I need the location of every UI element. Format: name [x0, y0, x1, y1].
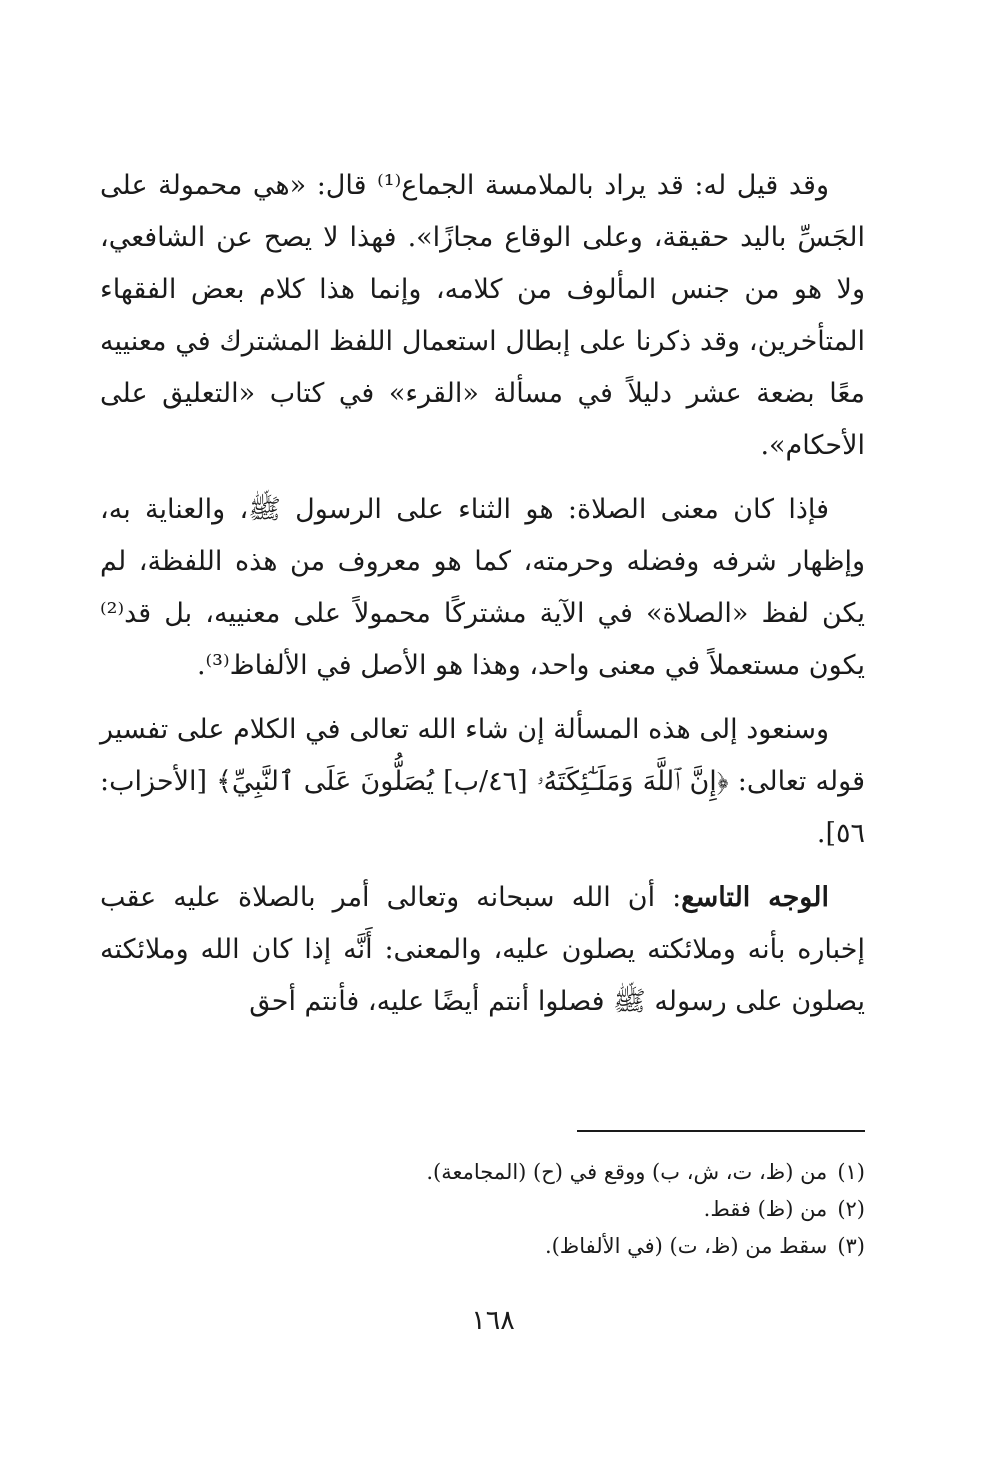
paragraph-1: وقد قيل له: قد يراد بالملامسة الجماع⁽¹⁾ قال: «هي محمولة على الجَسِّ باليد حقيقة، وعلى الوقاع مجازًا». فهذا لا يصح عن الشافعي، ولا هو من جنس المألوف من كلامه، وإنما هذا كلام بعض الفقهاء المتأخرين، وقد ذكرنا على إبطال استعمال اللفظ المشترك في معنييه معًا بضعة عشر دليلاً في مسألة «القرء» في كتاب «التعليق على الأحكام». [100, 170, 865, 461]
footnote-2 [100, 1191, 865, 1228]
footnote-3 [100, 1228, 865, 1265]
footnote-rule [577, 1130, 865, 1132]
page-number: ١٦٨ [471, 1305, 515, 1336]
paragraph-2: فإذا كان معنى الصلاة: هو الثناء على الرسول ﷺ، والعناية به، وإظهار شرفه وفضله وحرمته، كما هو معروف من هذه اللفظة، لم يكن لفظ «الصلاة» في الآية مشتركًا محمولاً على معنييه، بل قد⁽²⁾ يكون مستعملاً في معنى واحد، وهذا هو الأصل في الألفاظ⁽³⁾. [100, 494, 865, 681]
footnote-1 [100, 1154, 865, 1191]
footnote-mark: (١) [837, 1160, 865, 1184]
footnote-mark: (٢) [837, 1197, 865, 1221]
footnote-text: من (ظ، ت، ش، ب) ووقع في (ح) (المجامعة). [426, 1160, 828, 1184]
main-text [100, 160, 865, 1028]
footnote-text: سقط من (ظ، ت) (في الألفاظ). [544, 1234, 828, 1258]
footnote-text: من (ظ) فقط. [703, 1197, 828, 1221]
footnotes [100, 1130, 865, 1265]
footnote-mark: (٣) [837, 1234, 865, 1258]
paragraph-3: وسنعود إلى هذه المسألة إن شاء الله تعالى في الكلام على تفسير قوله تعالى: ﴿إِنَّ ٱللَّهَ وَمَلَـٰٓئِكَتَهُۥ [٤٦/ب] يُصَلُّونَ عَلَى ٱلنَّبِيِّ﴾ [الأحزاب: ٥٦]. [100, 714, 865, 849]
paragraph-4-text: : أن الله سبحانه وتعالى أمر بالصلاة عليه عقب إخباره بأنه وملائكته يصلون عليه، والمعنى: أَنَّه إذا كان الله وملائكته يصلون على رسوله ﷺ فصلوا أنتم أيضًا عليه، فأنتم أحق [100, 882, 866, 1017]
paragraph-4 [100, 872, 865, 1028]
paragraph-4-lead: الوجه التاسع [681, 882, 829, 913]
